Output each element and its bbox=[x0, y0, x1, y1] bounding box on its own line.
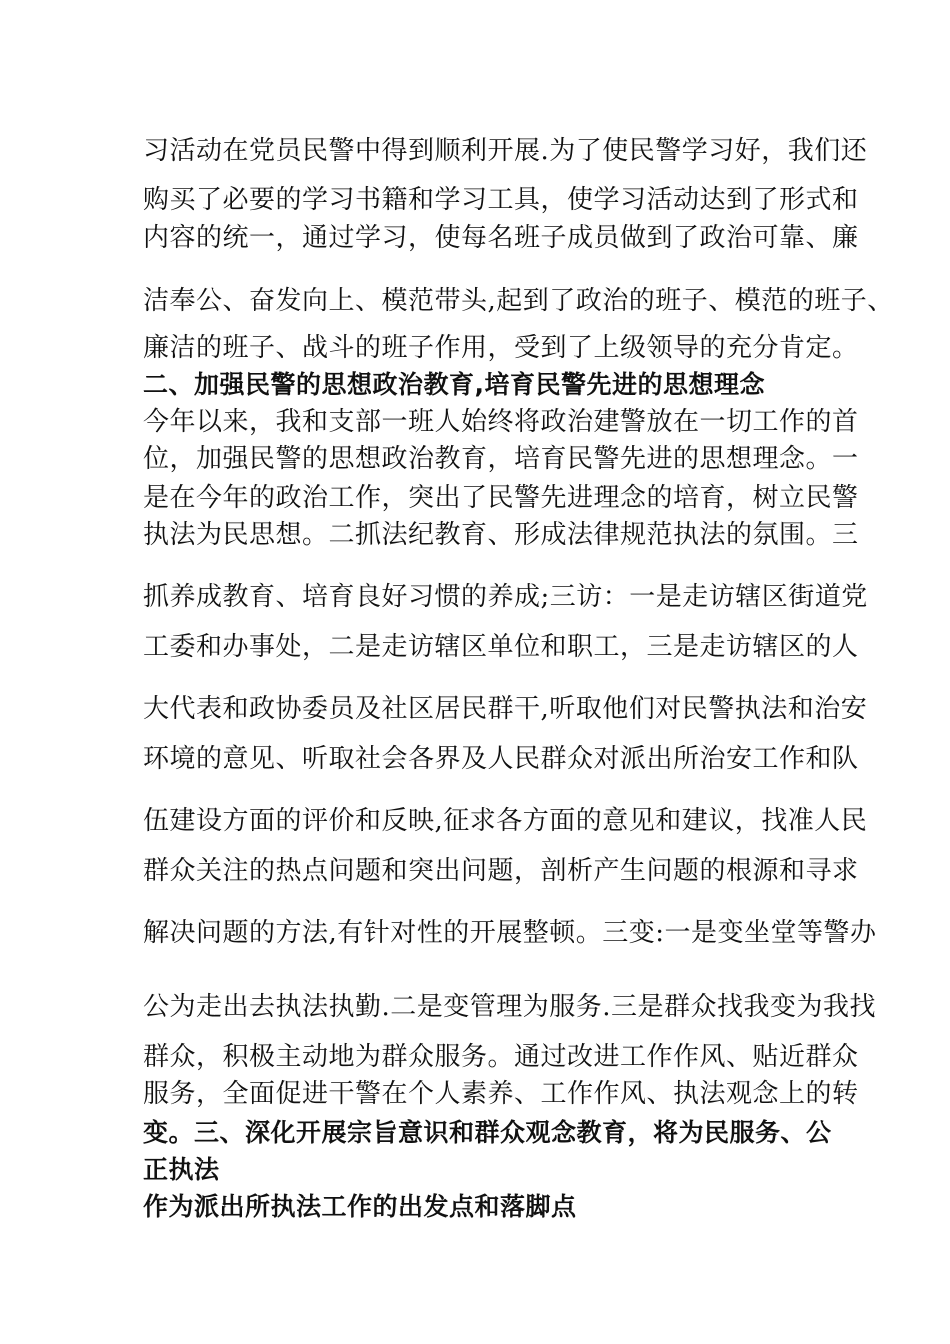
paragraph-line: 习活动在党员民警中得到顺利开展.为了使民警学习好，我们还 bbox=[143, 136, 868, 166]
paragraph-line: 环境的意见、听取社会各界及人民群众对派出所治安工作和队 bbox=[143, 744, 859, 774]
paragraph-line: 位，加强民警的思想政治教育，培育民警先进的思想理念。一 bbox=[143, 444, 859, 474]
paragraph-line: 执法为民思想。二抓法纪教育、形成法律规范执法的氛围。三 bbox=[143, 520, 859, 550]
section-heading: 变。三、深化开展宗旨意识和群众观念教育，将为民服务、公 bbox=[143, 1118, 832, 1147]
section-heading: 二、加强民警的思想政治教育,培育民警先进的思想理念 bbox=[143, 370, 765, 399]
paragraph-line: 廉洁的班子、战斗的班子作用，受到了上级领导的充分肯定。 bbox=[143, 333, 859, 363]
paragraph-line: 群众，积极主动地为群众服务。通过改进工作作风、贴近群众 bbox=[143, 1042, 859, 1072]
paragraph-line: 伍建设方面的评价和反映,征求各方面的意见和建议，找准人民 bbox=[143, 806, 868, 836]
paragraph-line: 解决问题的方法,有针对性的开展整顿。三变:一是变坐堂等警办 bbox=[143, 918, 877, 948]
section-heading: 正执法 bbox=[143, 1155, 220, 1184]
paragraph-line: 大代表和政协委员及社区居民群干,听取他们对民警执法和治安 bbox=[143, 694, 868, 724]
paragraph-line: 抓养成教育、培育良好习惯的养成;三访：一是走访辖区街道党 bbox=[143, 582, 868, 612]
paragraph-line: 公为走出去执法执勤.二是变管理为服务.三是群众找我变为我找 bbox=[143, 992, 877, 1022]
paragraph-line: 工委和办事处，二是走访辖区单位和职工，三是走访辖区的人 bbox=[143, 632, 859, 662]
paragraph-line: 群众关注的热点问题和突出问题，剖析产生问题的根源和寻求 bbox=[143, 856, 859, 886]
paragraph-line: 服务，全面促进干警在个人素养、工作作风、执法观念上的转 bbox=[143, 1079, 859, 1109]
paragraph-line: 洁奉公、奋发向上、模范带头,起到了政治的班子、模范的班子、 bbox=[143, 286, 894, 316]
paragraph-line: 是在今年的政治工作，突出了民警先进理念的培育，树立民警 bbox=[143, 483, 859, 513]
paragraph-line: 内容的统一，通过学习，使每名班子成员做到了政治可靠、廉 bbox=[143, 223, 859, 253]
paragraph-line: 今年以来，我和支部一班人始终将政治建警放在一切工作的首 bbox=[143, 407, 859, 437]
paragraph-line: 购买了必要的学习书籍和学习工具，使学习活动达到了形式和 bbox=[143, 185, 859, 215]
section-heading: 作为派出所执法工作的出发点和落脚点 bbox=[143, 1192, 577, 1221]
